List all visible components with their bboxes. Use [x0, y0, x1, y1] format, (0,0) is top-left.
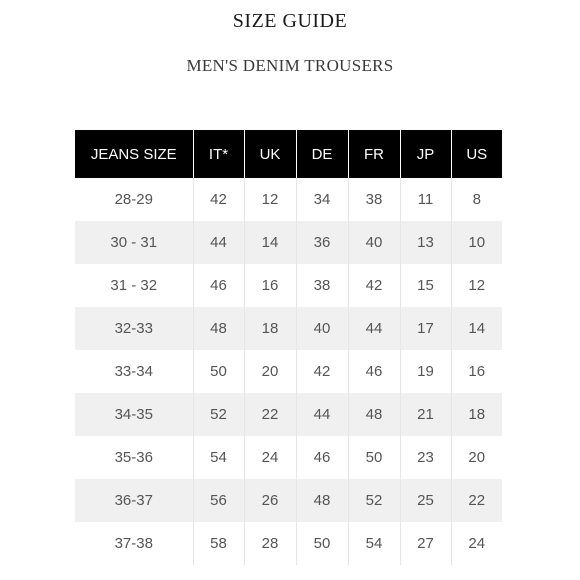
cell-jp: 11 — [400, 178, 451, 221]
cell-fr: 48 — [348, 393, 400, 436]
cell-de: 38 — [296, 264, 348, 307]
cell-de: 48 — [296, 479, 348, 522]
cell-jeans-size: 28-29 — [114, 191, 153, 208]
table-row — [75, 221, 502, 264]
cell-it: 56 — [193, 479, 244, 522]
cell-jp: 15 — [400, 264, 451, 307]
cell-fr: 44 — [348, 307, 400, 350]
cell-us: 8 — [451, 178, 502, 221]
cell-it: 58 — [193, 522, 244, 565]
table-row — [75, 436, 502, 479]
table-row — [75, 393, 502, 436]
cell-de: 42 — [296, 350, 348, 393]
cell-uk: 14 — [244, 221, 296, 264]
cell-uk: 28 — [244, 522, 296, 565]
page-subtitle: MEN'S DENIM TROUSERS — [186, 56, 394, 75]
cell-uk: 26 — [244, 479, 296, 522]
header-uk: UK — [244, 130, 296, 178]
cell-fr: 52 — [348, 479, 400, 522]
cell-jp: 17 — [400, 307, 451, 350]
cell-jeans-size: 33-34 — [114, 363, 153, 380]
header-de: DE — [296, 130, 348, 178]
cell-jp: 23 — [400, 436, 451, 479]
cell-it: 48 — [193, 307, 244, 350]
header-it: IT* — [193, 130, 244, 178]
cell-us: 12 — [451, 264, 502, 307]
cell-uk: 12 — [244, 178, 296, 221]
cell-jp: 21 — [400, 393, 451, 436]
table-row — [75, 307, 502, 350]
page-title: SIZE GUIDE — [232, 10, 348, 32]
table-row — [75, 522, 502, 565]
header-fr: FR — [348, 130, 400, 178]
cell-de: 40 — [296, 307, 348, 350]
cell-us: 10 — [451, 221, 502, 264]
header-jeans-size: JEANS SIZE — [75, 130, 193, 178]
cell-jeans-size: 30 - 31 — [75, 221, 193, 264]
cell-jeans-size: 36-37 — [75, 479, 193, 522]
cell-jeans-size: 35-36 — [114, 449, 153, 466]
cell-it: 54 — [193, 436, 244, 479]
cell-jeans-size: 34-35 — [75, 393, 193, 436]
cell-uk: 20 — [244, 350, 296, 393]
table-row — [75, 350, 502, 393]
header-jp: JP — [400, 130, 451, 178]
table-header-row — [75, 130, 502, 178]
cell-jp: 25 — [400, 479, 451, 522]
header-us: US — [451, 130, 502, 178]
cell-jp: 13 — [400, 221, 451, 264]
cell-fr: 40 — [348, 221, 400, 264]
cell-jp: 19 — [400, 350, 451, 393]
cell-us: 16 — [451, 350, 502, 393]
cell-jeans-size: 31 - 32 — [110, 277, 158, 294]
cell-fr: 46 — [348, 350, 400, 393]
cell-us: 22 — [451, 479, 502, 522]
cell-de: 36 — [296, 221, 348, 264]
cell-jeans-size: 37-38 — [114, 535, 153, 552]
cell-de: 44 — [296, 393, 348, 436]
cell-de: 46 — [296, 436, 348, 479]
cell-it: 42 — [193, 178, 244, 221]
table-row — [75, 479, 502, 522]
cell-uk: 22 — [244, 393, 296, 436]
cell-it: 52 — [193, 393, 244, 436]
cell-jp: 27 — [400, 522, 451, 565]
cell-de: 34 — [296, 178, 348, 221]
cell-it: 44 — [193, 221, 244, 264]
table-row — [75, 178, 502, 221]
cell-fr: 50 — [348, 436, 400, 479]
cell-fr: 42 — [348, 264, 400, 307]
cell-us: 20 — [451, 436, 502, 479]
cell-fr: 38 — [348, 178, 400, 221]
cell-us: 14 — [451, 307, 502, 350]
cell-it: 50 — [193, 350, 244, 393]
cell-uk: 24 — [244, 436, 296, 479]
cell-us: 24 — [451, 522, 502, 565]
cell-jeans-size: 32-33 — [75, 307, 193, 350]
cell-us: 18 — [451, 393, 502, 436]
table-row — [75, 264, 502, 307]
cell-fr: 54 — [348, 522, 400, 565]
size-table — [75, 130, 502, 565]
cell-de: 50 — [296, 522, 348, 565]
cell-it: 46 — [193, 264, 244, 307]
cell-uk: 16 — [244, 264, 296, 307]
cell-uk: 18 — [244, 307, 296, 350]
